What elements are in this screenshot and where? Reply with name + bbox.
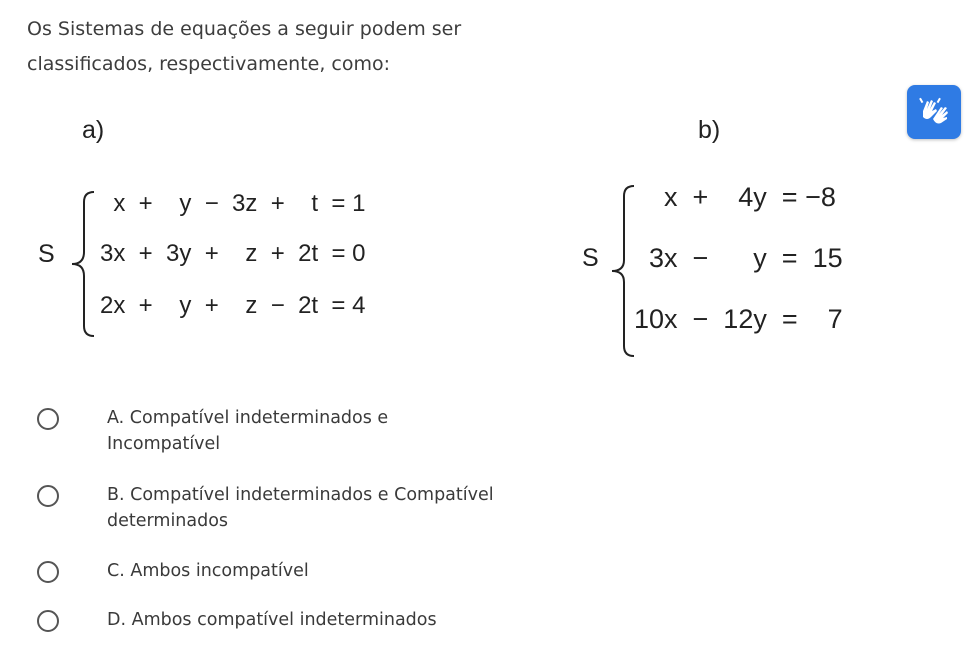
question-text: Os Sistemas de equações a seguir podem ser classificados, respectivamente, como: — [27, 18, 462, 75]
system-b-equation-3: 10x − 12y = 7 — [634, 304, 843, 334]
system-a-equation-3: 2x + y + z − 2t = 4 — [100, 292, 366, 319]
system-b-equation-1: x + 4y = −8 — [634, 182, 836, 212]
system-a-label: a) — [82, 116, 105, 144]
accessibility-button[interactable] — [907, 85, 961, 139]
system-b-equation-2: 3x − y = 15 — [634, 243, 843, 273]
radio-button[interactable] — [37, 408, 59, 430]
option-d-label: D. Ambos compatível indeterminados — [107, 610, 437, 630]
option-b-label: B. Compatível indeterminados e Compatível determinados — [107, 485, 494, 531]
option-a[interactable] — [37, 405, 397, 457]
radio-button[interactable] — [37, 561, 59, 583]
option-c[interactable] — [37, 558, 527, 584]
system-a-equation-2: 3x + 3y + z + 2t = 0 — [100, 240, 366, 267]
radio-button[interactable] — [37, 485, 59, 507]
option-b[interactable] — [37, 482, 527, 534]
system-b-symbol: S — [582, 244, 599, 272]
option-a-label: A. Compatível indeterminados e Incompatível — [107, 408, 389, 454]
system-b-label: b) — [698, 116, 721, 144]
radio-button[interactable] — [37, 610, 59, 632]
left-brace-icon — [604, 182, 638, 360]
option-d[interactable] — [37, 607, 527, 633]
option-c-label: C. Ambos incompatível — [107, 561, 309, 581]
left-brace-icon — [64, 188, 98, 340]
system-a-equation-1: x + y − 3z + t = 1 — [100, 190, 366, 217]
sign-language-hands-icon — [917, 97, 951, 127]
system-a-symbol: S — [38, 240, 55, 268]
